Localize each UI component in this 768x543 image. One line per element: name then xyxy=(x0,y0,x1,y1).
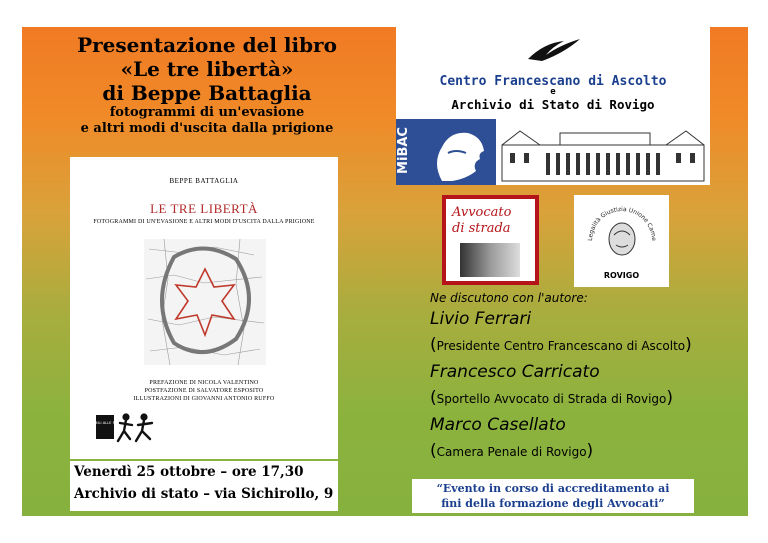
organizer-archive: Archivio di Stato di Rovigo xyxy=(451,97,655,112)
ads-logo-line-2: di strada xyxy=(452,221,511,236)
speakers-section xyxy=(430,289,746,466)
speaker-name: Francesco Carricato xyxy=(430,362,600,382)
ads-logo-line-1: Avvocato xyxy=(452,205,512,220)
camere-penali-seal-icon xyxy=(580,197,664,271)
mibac-logo xyxy=(396,119,496,185)
event-location: Archivio di stato – via Sichirollo, 9 xyxy=(74,486,334,502)
poster-title xyxy=(42,33,372,137)
seal-text: Legalità Giustizia Unione Came xyxy=(586,205,658,242)
speaker-role: (Presidente Centro Francescano di Ascolto) xyxy=(430,335,692,355)
accreditation-notice xyxy=(412,479,694,513)
event-date-time: Venerdì 25 ottobre – ore 17,30 xyxy=(74,464,304,480)
speaker-name: Livio Ferrari xyxy=(430,309,532,329)
title-line-1: Presentazione del libro xyxy=(77,33,337,57)
accreditation-line-1: “Evento in corso di accreditamento ai xyxy=(436,482,670,495)
title-line-5: e altri modi d'uscita dalla prigione xyxy=(80,121,334,136)
camere-penali-logo xyxy=(574,195,669,287)
organizer-and: e xyxy=(550,87,556,97)
ads-photo xyxy=(460,243,520,277)
credit-illustrations: ILLUSTRAZIONI DI GIOVANNI ANTONIO RUFFO xyxy=(133,396,275,402)
title-line-4: fotogrammi di un'evasione xyxy=(109,105,305,120)
speaker-name: Marco Casellato xyxy=(430,415,566,435)
title-line-2: «Le tre libertà» xyxy=(120,57,294,81)
book-title: LE TRE LIBERTÀ xyxy=(150,201,258,216)
event-poster xyxy=(22,27,748,516)
bird-logo-icon xyxy=(524,35,584,65)
credit-postface: POSTFAZIONE DI SALVATORE ESPOSITO xyxy=(144,388,264,394)
speaker-role: (Sportello Avvocato di Strada di Rovigo) xyxy=(430,388,674,408)
event-details xyxy=(70,461,338,511)
camere-penali-city: ROVIGO xyxy=(603,271,640,280)
book-author: BEPPE BATTAGLIA xyxy=(169,177,239,185)
speakers-intro: Ne discutono con l'autore: xyxy=(430,291,588,305)
book-subtitle: FOTOGRAMMI DI UN'EVASIONE E ALTRI MODI D'USCITA DALLA PRIGIONE xyxy=(93,219,315,225)
book-credits xyxy=(70,379,338,403)
title-line-3: di Beppe Battaglia xyxy=(102,81,312,105)
publisher-name: SENSIBILI ALLE FOGLIE xyxy=(84,421,126,425)
star-fortress-map-illustration xyxy=(144,239,266,365)
credit-preface: PREFAZIONE DI NICOLA VALENTINO xyxy=(149,380,259,386)
book-cover xyxy=(70,157,338,459)
profile-head-icon xyxy=(422,123,492,183)
speaker-role: (Camera Penale di Rovigo) xyxy=(430,441,594,461)
organizer-cfa: Centro Francescano di Ascolto xyxy=(439,74,667,89)
publisher-logo xyxy=(84,411,156,445)
avvocato-di-strada-logo xyxy=(442,195,539,285)
archive-building-illustration xyxy=(500,123,706,183)
organizers-logo-panel xyxy=(396,27,710,185)
mibac-label: MiBAC xyxy=(395,127,411,174)
accreditation-line-2: fini della formazione degli Avvocati” xyxy=(441,497,665,510)
